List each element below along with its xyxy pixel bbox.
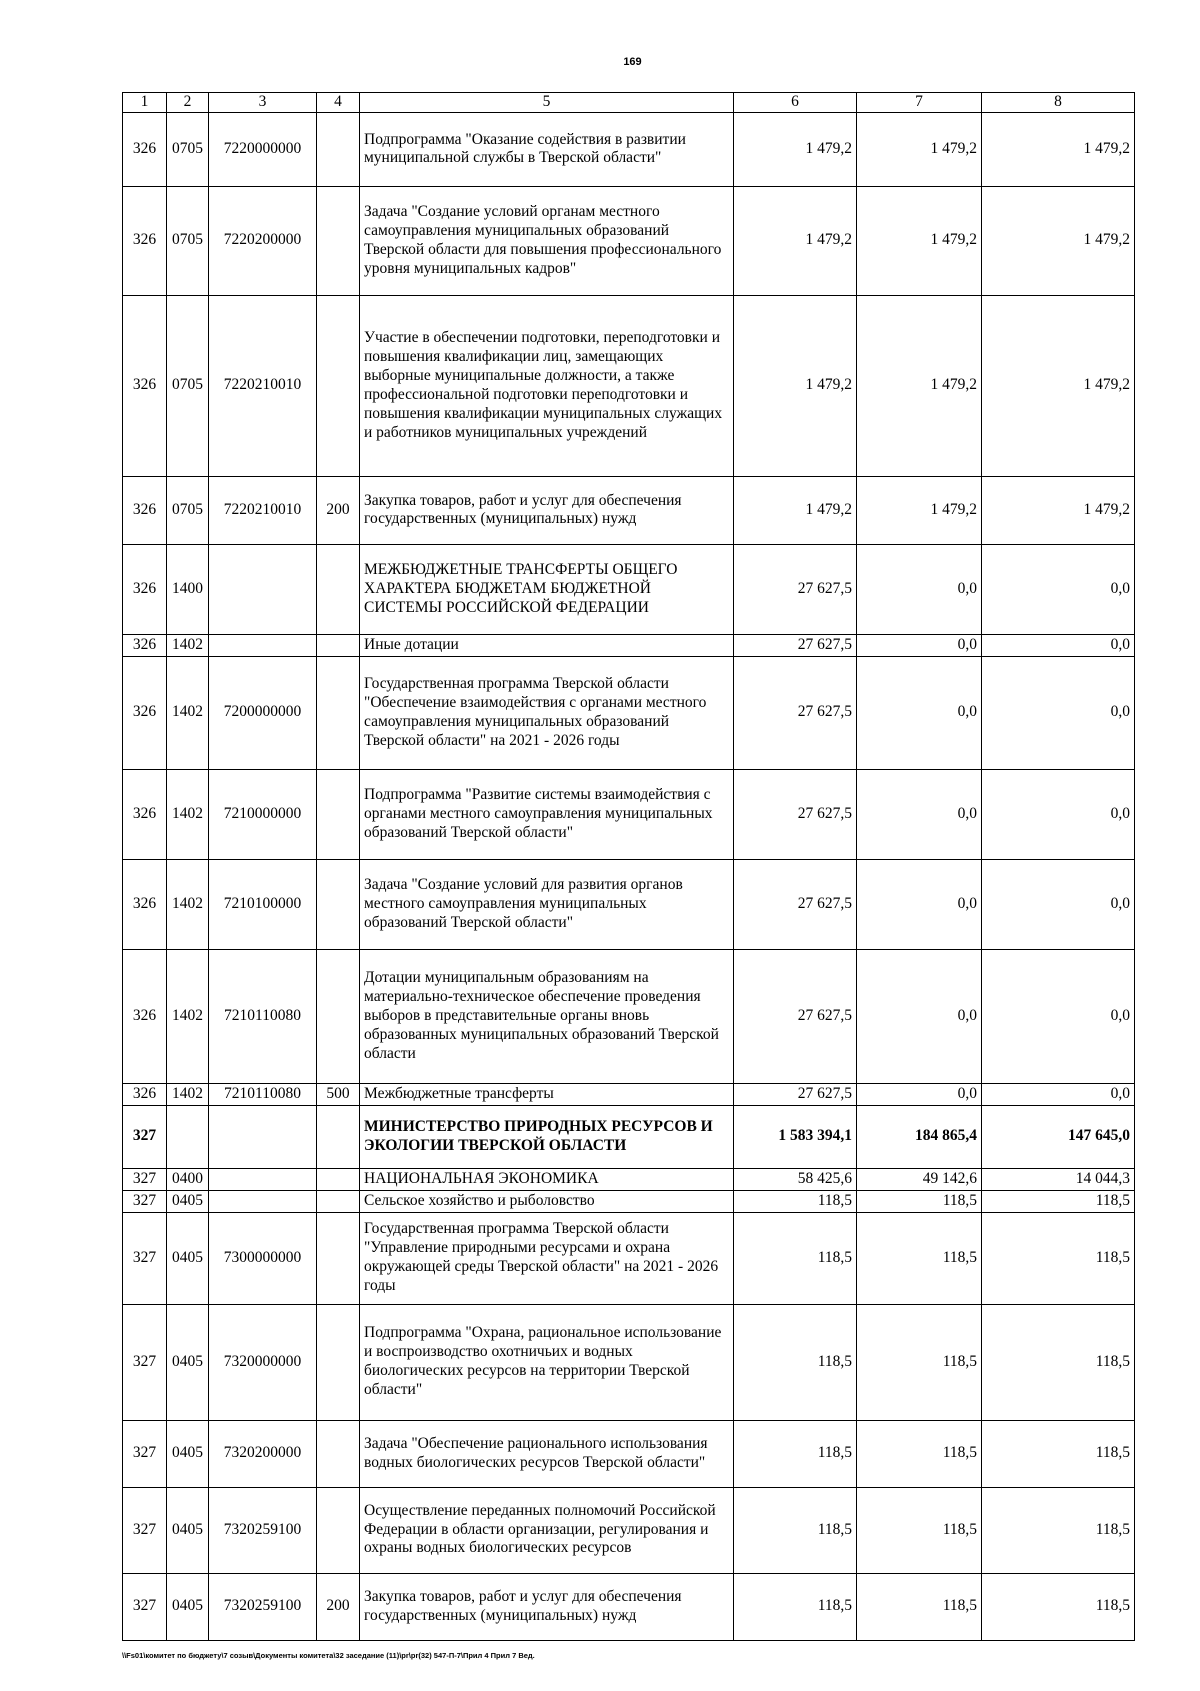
cell-value-8: 118,5 [982,1190,1135,1212]
cell-expense-type [317,112,360,186]
cell-name: Межбюджетные трансферты [360,1083,734,1105]
cell-section: 0405 [167,1573,209,1640]
cell-value-8: 1 479,2 [982,295,1135,476]
cell-section: 0705 [167,295,209,476]
cell-value-6: 118,5 [734,1573,857,1640]
cell-value-7: 1 479,2 [857,295,982,476]
col-header-6: 6 [734,93,857,113]
cell-admin: 326 [123,186,167,295]
cell-name: Иные дотации [360,634,734,656]
cell-expense-type [317,634,360,656]
cell-expense-type [317,1168,360,1190]
col-header-7: 7 [857,93,982,113]
cell-admin: 326 [123,769,167,859]
cell-name: Государственная программа Тверской области "Обеспечение взаимодействия с органами местного самоуправления муниципальных образований Тверской области" на 2021 - 2026 годы [360,656,734,769]
cell-section: 1402 [167,1083,209,1105]
cell-value-8: 0,0 [982,1083,1135,1105]
cell-section: 0705 [167,112,209,186]
cell-value-7: 1 479,2 [857,476,982,544]
cell-expense-type [317,1190,360,1212]
cell-name: Задача "Создание условий для развития органов местного самоуправления муниципальных образований Тверской области" [360,859,734,949]
cell-admin: 327 [123,1168,167,1190]
cell-value-6: 1 583 394,1 [734,1105,857,1168]
cell-value-8: 118,5 [982,1212,1135,1304]
cell-name: Участие в обеспечении подготовки, переподготовки и повышения квалификации лиц, замещающих выборные муниципальные должности, а также профессиональной подготовки переподготовки и повышения квалификации муниципальных служащих и работников муниципальных учреждений [360,295,734,476]
cell-expense-type [317,1105,360,1168]
cell-name: Дотации муниципальным образованиям на материально-техническое обеспечение проведения выборов в представительные органы вновь образованных муниципальных образований Тверской области [360,949,734,1083]
cell-target: 7220000000 [209,112,317,186]
cell-section: 0705 [167,476,209,544]
table-row [123,949,1135,1083]
cell-target: 7320200000 [209,1420,317,1487]
cell-value-7: 118,5 [857,1573,982,1640]
cell-admin: 326 [123,295,167,476]
cell-expense-type [317,656,360,769]
cell-section: 1402 [167,634,209,656]
cell-section: 1400 [167,544,209,634]
cell-admin: 326 [123,544,167,634]
cell-value-6: 1 479,2 [734,186,857,295]
cell-value-6: 118,5 [734,1190,857,1212]
cell-target: 7220210010 [209,476,317,544]
table-row [123,1212,1135,1304]
cell-value-7: 118,5 [857,1190,982,1212]
cell-name: Закупка товаров, работ и услуг для обеспечения государственных (муниципальных) нужд [360,476,734,544]
cell-section: 1402 [167,656,209,769]
cell-value-6: 27 627,5 [734,769,857,859]
table-row [123,544,1135,634]
cell-value-8: 118,5 [982,1487,1135,1573]
cell-value-8: 1 479,2 [982,112,1135,186]
cell-section: 0705 [167,186,209,295]
col-header-8: 8 [982,93,1135,113]
cell-name: Задача "Обеспечение рационального использования водных биологических ресурсов Тверской области" [360,1420,734,1487]
cell-admin: 327 [123,1105,167,1168]
table-row [123,769,1135,859]
cell-section: 0405 [167,1487,209,1573]
cell-target [209,634,317,656]
table-row [123,1083,1135,1105]
cell-target: 7220210010 [209,295,317,476]
cell-value-8: 1 479,2 [982,476,1135,544]
col-header-5: 5 [360,93,734,113]
cell-value-8: 118,5 [982,1304,1135,1420]
cell-value-6: 27 627,5 [734,656,857,769]
cell-name: НАЦИОНАЛЬНАЯ ЭКОНОМИКА [360,1168,734,1190]
budget-table [122,92,1135,1641]
cell-value-6: 27 627,5 [734,544,857,634]
cell-value-6: 118,5 [734,1304,857,1420]
cell-value-8: 0,0 [982,634,1135,656]
cell-value-7: 118,5 [857,1420,982,1487]
cell-value-8: 0,0 [982,656,1135,769]
cell-admin: 326 [123,656,167,769]
cell-admin: 327 [123,1212,167,1304]
cell-value-6: 1 479,2 [734,112,857,186]
cell-expense-type [317,769,360,859]
cell-expense-type [317,544,360,634]
table-row [123,859,1135,949]
cell-value-8: 0,0 [982,769,1135,859]
cell-value-8: 1 479,2 [982,186,1135,295]
cell-expense-type: 500 [317,1083,360,1105]
cell-name: Государственная программа Тверской области "Управление природными ресурсами и охрана окружающей среды Тверской области" на 2021 - 2026 годы [360,1212,734,1304]
cell-target: 7210000000 [209,769,317,859]
cell-target: 7200000000 [209,656,317,769]
cell-expense-type: 200 [317,1573,360,1640]
cell-name: Закупка товаров, работ и услуг для обеспечения государственных (муниципальных) нужд [360,1573,734,1640]
cell-expense-type: 200 [317,476,360,544]
cell-value-8: 0,0 [982,859,1135,949]
cell-target: 7210100000 [209,859,317,949]
cell-value-8: 0,0 [982,949,1135,1083]
cell-value-6: 58 425,6 [734,1168,857,1190]
cell-name: Подпрограмма "Развитие системы взаимодействия с органами местного самоуправления муниципальных образований Тверской области" [360,769,734,859]
cell-value-6: 118,5 [734,1487,857,1573]
cell-value-7: 0,0 [857,634,982,656]
cell-section: 0405 [167,1212,209,1304]
cell-value-6: 27 627,5 [734,634,857,656]
table-row [123,1487,1135,1573]
cell-name: Подпрограмма "Охрана, рациональное использование и воспроизводство охотничьих и водных биологических ресурсов на территории Тверской области" [360,1304,734,1420]
table-row [123,476,1135,544]
cell-target: 7210110080 [209,1083,317,1105]
cell-section: 0405 [167,1190,209,1212]
cell-value-7: 118,5 [857,1212,982,1304]
cell-value-7: 0,0 [857,769,982,859]
cell-value-6: 118,5 [734,1212,857,1304]
cell-admin: 326 [123,949,167,1083]
cell-target [209,544,317,634]
cell-target [209,1105,317,1168]
cell-value-6: 118,5 [734,1420,857,1487]
table-row [123,1304,1135,1420]
cell-expense-type [317,186,360,295]
cell-admin: 327 [123,1487,167,1573]
cell-value-8: 14 044,3 [982,1168,1135,1190]
table-row [123,1190,1135,1212]
cell-admin: 326 [123,112,167,186]
table-row [123,295,1135,476]
cell-target [209,1168,317,1190]
table-row [123,1168,1135,1190]
cell-expense-type [317,1304,360,1420]
cell-expense-type [317,1212,360,1304]
cell-value-8: 118,5 [982,1420,1135,1487]
cell-value-7: 49 142,6 [857,1168,982,1190]
cell-expense-type [317,295,360,476]
cell-target: 7320259100 [209,1573,317,1640]
cell-value-8: 147 645,0 [982,1105,1135,1168]
cell-value-7: 0,0 [857,859,982,949]
cell-admin: 327 [123,1573,167,1640]
cell-admin: 326 [123,476,167,544]
col-header-1: 1 [123,93,167,113]
cell-admin: 327 [123,1190,167,1212]
cell-expense-type [317,1420,360,1487]
cell-section: 1402 [167,859,209,949]
cell-value-7: 118,5 [857,1304,982,1420]
cell-section: 0405 [167,1420,209,1487]
cell-value-7: 1 479,2 [857,112,982,186]
cell-name: Сельское хозяйство и рыболовство [360,1190,734,1212]
cell-value-7: 118,5 [857,1487,982,1573]
table-header-row [123,93,1135,113]
cell-section: 0405 [167,1304,209,1420]
cell-value-7: 0,0 [857,656,982,769]
cell-name: Подпрограмма "Оказание содействия в развитии муниципальной службы в Тверской области" [360,112,734,186]
cell-admin: 326 [123,1083,167,1105]
cell-name: МИНИСТЕРСТВО ПРИРОДНЫХ РЕСУРСОВ И ЭКОЛОГИИ ТВЕРСКОЙ ОБЛАСТИ [360,1105,734,1168]
table-row [123,112,1135,186]
col-header-2: 2 [167,93,209,113]
cell-section: 1402 [167,949,209,1083]
cell-name: Осуществление переданных полномочий Российской Федерации в области организации, регулирования и охраны водных биологических ресурсов [360,1487,734,1573]
cell-value-7: 0,0 [857,544,982,634]
cell-value-7: 1 479,2 [857,186,982,295]
cell-value-7: 0,0 [857,949,982,1083]
table-row [123,1105,1135,1168]
cell-target: 7320000000 [209,1304,317,1420]
cell-target: 7220200000 [209,186,317,295]
cell-section [167,1105,209,1168]
cell-name: МЕЖБЮДЖЕТНЫЕ ТРАНСФЕРТЫ ОБЩЕГО ХАРАКТЕРА БЮДЖЕТАМ БЮДЖЕТНОЙ СИСТЕМЫ РОССИЙСКОЙ ФЕДЕРАЦИИ [360,544,734,634]
cell-admin: 326 [123,634,167,656]
cell-name: Задача "Создание условий органам местного самоуправления муниципальных образований Тверской области для повышения профессионального уровня муниципальных кадров" [360,186,734,295]
page-number: 169 [623,56,642,68]
cell-expense-type [317,949,360,1083]
cell-admin: 327 [123,1420,167,1487]
table-row [123,1573,1135,1640]
cell-expense-type [317,859,360,949]
cell-value-8: 118,5 [982,1573,1135,1640]
col-header-4: 4 [317,93,360,113]
cell-admin: 326 [123,859,167,949]
cell-target: 7300000000 [209,1212,317,1304]
cell-value-6: 1 479,2 [734,295,857,476]
cell-value-7: 0,0 [857,1083,982,1105]
table-row [123,634,1135,656]
cell-expense-type [317,1487,360,1573]
table-row [123,1420,1135,1487]
cell-value-6: 27 627,5 [734,859,857,949]
cell-value-8: 0,0 [982,544,1135,634]
table-row [123,656,1135,769]
cell-section: 0400 [167,1168,209,1190]
cell-target: 7320259100 [209,1487,317,1573]
cell-target: 7210110080 [209,949,317,1083]
table-row [123,186,1135,295]
col-header-3: 3 [209,93,317,113]
cell-admin: 327 [123,1304,167,1420]
cell-value-6: 1 479,2 [734,476,857,544]
cell-value-7: 184 865,4 [857,1105,982,1168]
cell-value-6: 27 627,5 [734,949,857,1083]
cell-value-6: 27 627,5 [734,1083,857,1105]
cell-target [209,1190,317,1212]
cell-section: 1402 [167,769,209,859]
footer-file-path: \\Fs01\комитет по бюджету\7 созыв\Документы комитета\32 заседание (11)\pr\pr(32) 547-П-7\Прил 4 Прил 7 Вед. [122,1651,535,1660]
